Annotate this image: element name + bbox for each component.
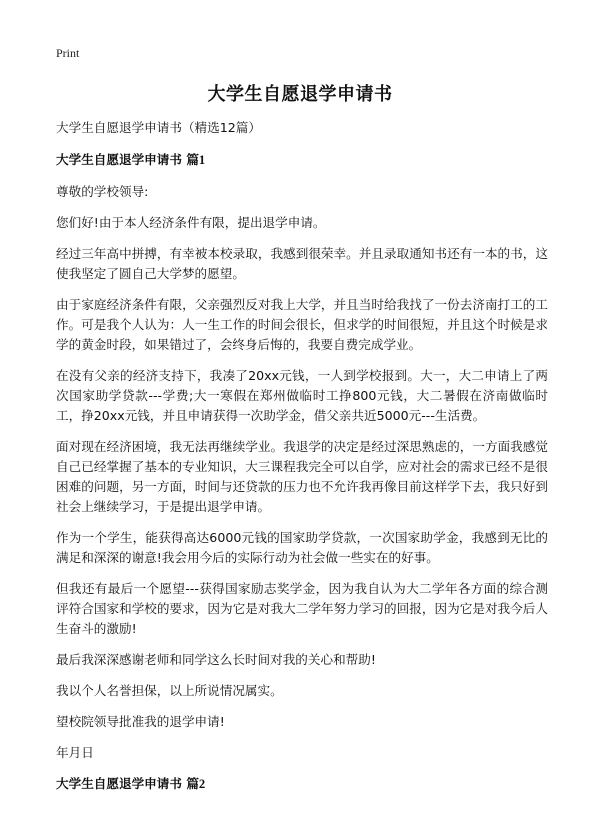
section-heading-2 [56, 774, 548, 794]
paragraph: 在没有父亲的经济支持下，我凑了20xx元钱，一人到学校报到。大一，大二申请上了两次国家助学贷款---学费;大一寒假在郑州做临时工挣800元钱，大二暑假在济南做临时工，挣20xx元钱，并且申请获得一次助学金，借父亲共近5000元---生活费。 [56, 368, 548, 423]
paragraph: 最后我深深感谢老师和同学这么长时间对我的关心和帮助! [56, 652, 376, 667]
paragraph: 由于家庭经济条件有限，父亲强烈反对我上大学，并且当时给我找了一份去济南打工的工作。可是我个人认为：人一生工作的时间会很长，但求学的时间很短，并且这个时候是求学的黄金时段，如果错过了，会终身后悔的，我要自费完成学业。 [56, 297, 548, 352]
paragraph: 我以个人名誉担保，以上所说情况属实。 [56, 683, 283, 698]
paragraph: 面对现在经济困境，我无法再继续学业。我退学的决定是经过深思熟虑的，一方面我感觉自己已经掌握了基本的专业知识，大三课程我完全可以自学，应对社会的需求已经不是很困难的问题，另一方面，时间与还贷款的压力也不允许我再像目前这样学下去，我只好到社会上继续学习，于是提出退学申请。 [56, 439, 548, 514]
document-subtitle: 大学生自愿退学申请书（精选12篇） [56, 120, 261, 135]
document-body [56, 118, 548, 806]
print-link[interactable]: Print [56, 46, 80, 60]
paragraph: 作为一个学生，能获得高达6000元钱的国家助学贷款，一次国家助学金，我感到无比的满足和深深的谢意!我会用今后的实际行动为社会做一些实在的好事。 [56, 530, 548, 565]
section-heading-text: 大学生自愿退学申请书 篇 [56, 152, 199, 167]
paragraph: 望校院领导批准我的退学申请! [56, 714, 225, 729]
section-heading-number: 1 [198, 153, 206, 167]
date-line: 年月日 [56, 745, 94, 760]
document-title: 大学生自愿退学申请书 [207, 84, 393, 105]
section-heading-text: 大学生自愿退学申请书 篇 [56, 776, 199, 791]
paragraph: 经过三年高中拼搏，有幸被本校录取，我感到很荣幸。并且录取通知书还有一本的书，这使我坚定了圆自己大学梦的愿望。 [56, 246, 548, 281]
section-heading-1 [56, 150, 548, 170]
paragraph: 但我还有最后一个愿望---获得国家励志奖学金，因为我自认为大二学年各方面的综合测评符合国家和学校的要求，因为它是对我大二学年努力学习的回报，因为它是对我今后人生奋斗的激励! [56, 581, 548, 636]
paragraph: 您们好!由于本人经济条件有限，提出退学申请。 [56, 215, 326, 230]
section-heading-number: 2 [198, 777, 206, 791]
salutation: 尊敬的学校领导: [56, 184, 149, 199]
